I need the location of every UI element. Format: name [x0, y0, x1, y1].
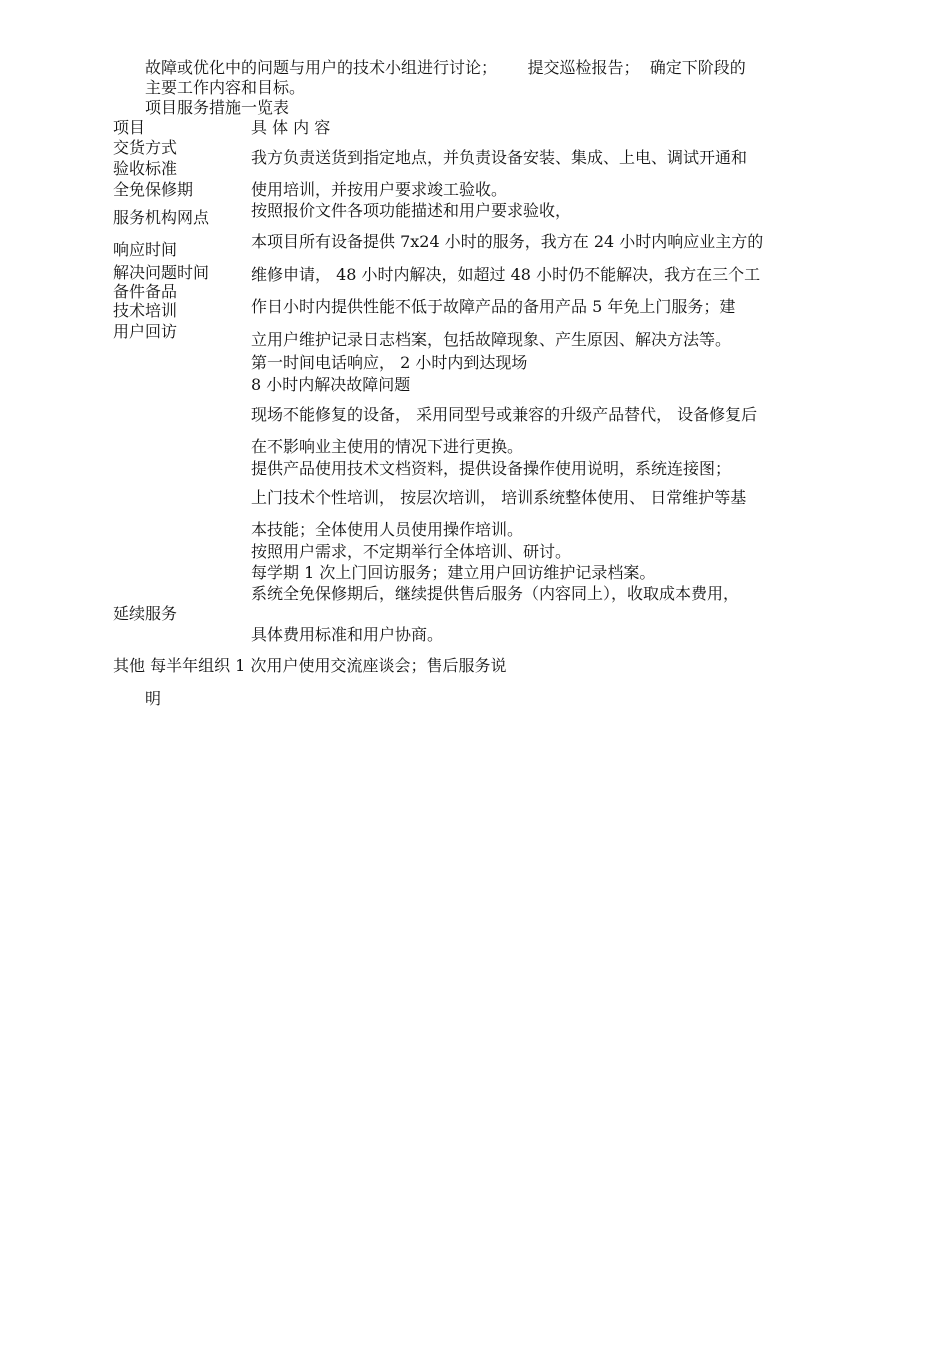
- content-line: 8 小时内解决故障问题: [251, 375, 411, 394]
- content-line: 维修申请， 48 小时内解决，如超过 48 小时仍不能解决，我方在三个工: [251, 265, 761, 284]
- content-line: 立用户维护记录日志档案，包括故障现象、产生原因、解决方法等。: [251, 330, 732, 349]
- header-item: 项目: [113, 118, 146, 137]
- label-warranty: 全免保修期: [113, 180, 194, 199]
- content-line: 本技能；全体使用人员使用操作培训。: [251, 520, 524, 539]
- content-line: 我方负责送货到指定地点，并负责设备安装、集成、上电、调试开通和: [251, 148, 748, 167]
- content-line: 本项目所有设备提供 7x24 小时的服务，我方在 24 小时内响应业主方的: [251, 232, 764, 251]
- content-line: 提供产品使用技术文档资料，提供设备操作使用说明，系统连接图；: [251, 459, 732, 478]
- label-extended-service: 延续服务: [113, 604, 178, 623]
- content-line: 使用培训，并按用户要求竣工验收。: [251, 180, 508, 199]
- content-line: 具体费用标准和用户协商。: [251, 625, 444, 644]
- content-line: 按照报价文件各项功能描述和用户要求验收，: [251, 201, 572, 220]
- label-user-visit: 用户回访: [113, 322, 178, 341]
- label-response-time: 响应时间: [113, 240, 178, 259]
- content-line: 现场不能修复的设备， 采用同型号或兼容的升级产品替代， 设备修复后: [251, 405, 758, 424]
- label-delivery: 交货方式: [113, 138, 178, 157]
- intro-line-1: 故障或优化中的问题与用户的技术小组进行讨论； 提交巡检报告； 确定下阶段的: [145, 58, 746, 77]
- label-service-network: 服务机构网点: [113, 208, 210, 227]
- content-line: 上门技术个性培训， 按层次培训， 培训系统整体使用、 日常维护等基: [251, 488, 747, 507]
- label-spare-parts: 备件备品: [113, 282, 178, 301]
- other-line-2: 明: [145, 689, 162, 708]
- content-line: 系统全免保修期后，继续提供售后服务（内容同上），收取成本费用，: [251, 584, 740, 603]
- label-resolution-time: 解决问题时间: [113, 263, 210, 282]
- content-line: 每学期 1 次上门回访服务；建立用户回访维护记录档案。: [251, 563, 656, 582]
- content-line: 第一时间电话响应， 2 小时内到达现场: [251, 353, 528, 372]
- header-content: 具 体 内 容: [251, 118, 331, 137]
- content-line: 作日小时内提供性能不低于故障产品的备用产品 5 年免上门服务；建: [251, 297, 736, 316]
- other-line: 其他 每半年组织 1 次用户使用交流座谈会；售后服务说: [113, 656, 507, 675]
- label-acceptance: 验收标准: [113, 159, 178, 178]
- content-line: 按照用户需求，不定期举行全体培训、研讨。: [251, 542, 572, 561]
- content-line: 在不影响业主使用的情况下进行更换。: [251, 437, 524, 456]
- table-title: 项目服务措施一览表: [145, 98, 290, 117]
- label-training: 技术培训: [113, 301, 178, 320]
- intro-line-2: 主要工作内容和目标。: [145, 78, 306, 97]
